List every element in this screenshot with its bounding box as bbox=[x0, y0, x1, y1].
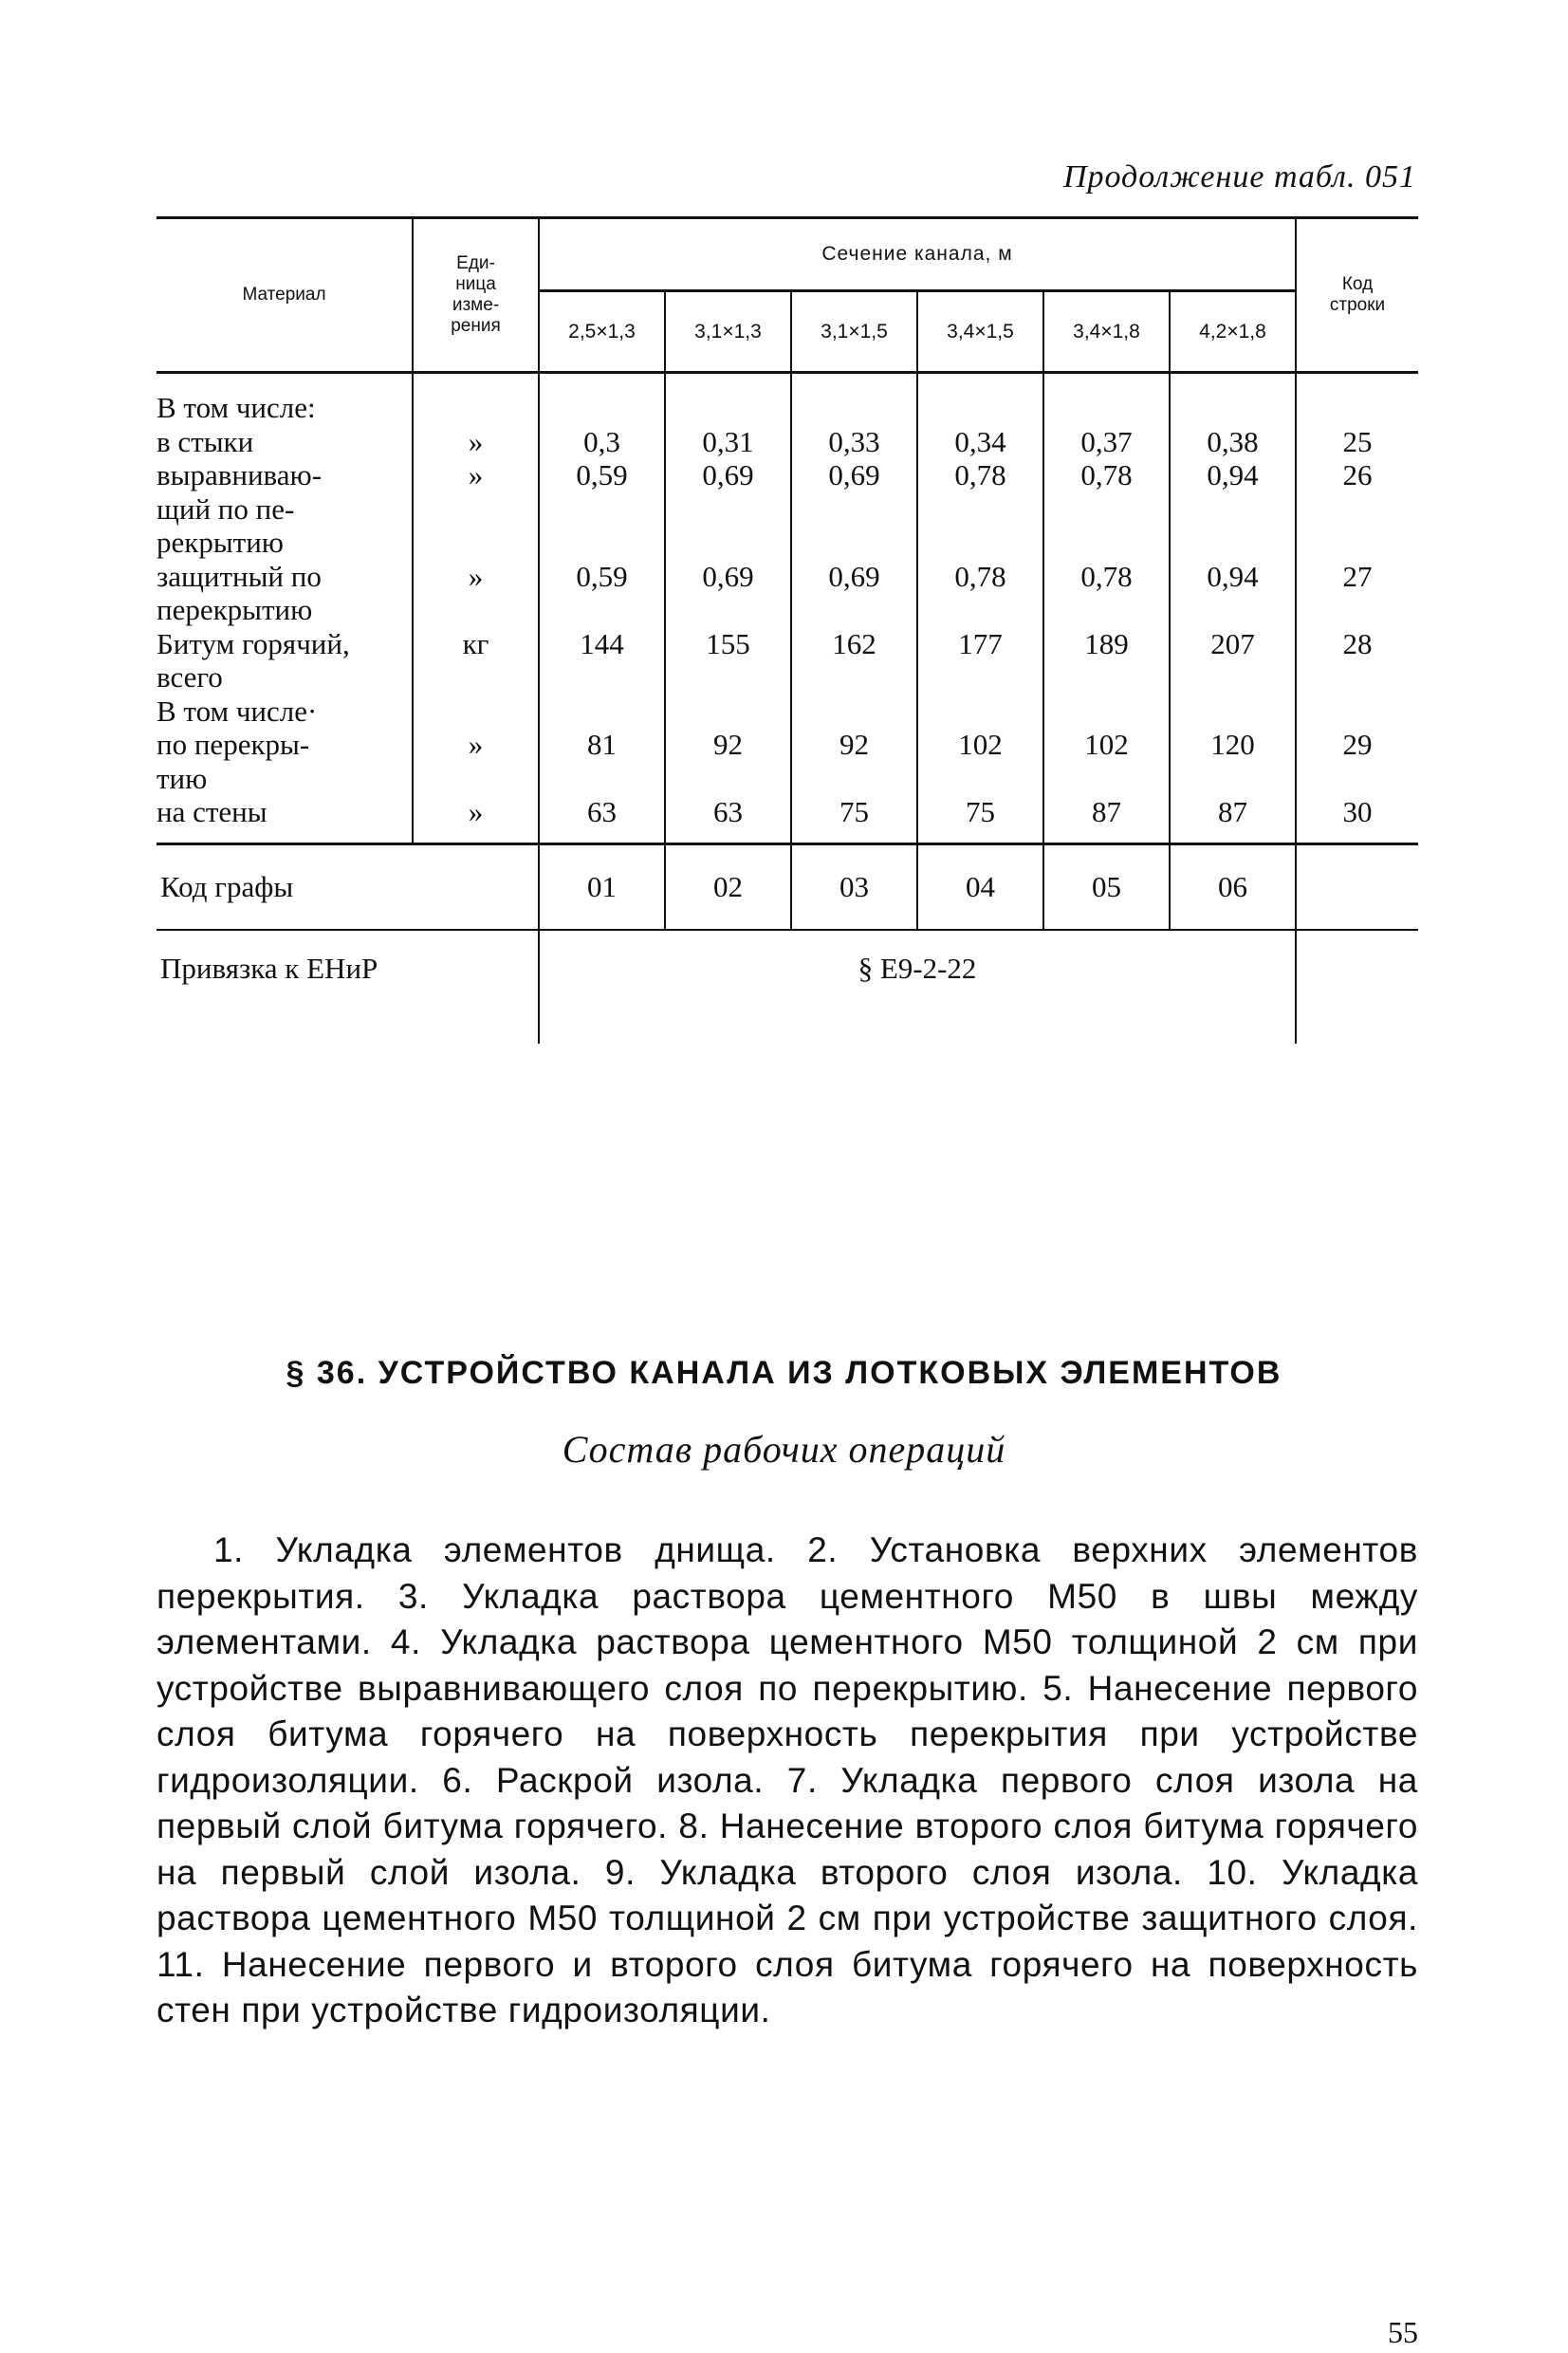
value-cell: 0,33 bbox=[828, 424, 880, 458]
operations-paragraph: 1. Укладка элементов днища. 2. Установка верхних элементов перекрытия. 3. Укладка раствора цементного М50 в швы между элементами. 4. Укладка раствора цементного М50 толщиной 2 см при устройстве выравнивающего слоя по перекрытию. 5. Нанесение первого слоя битума горячего на поверхность перекрытия при устройстве гидроизоляции. 6. Раскрой изола. 7. Укладка первого слоя изола на первый слой битума горячего. 8. Нанесение второго слоя битума горячего на первый слой изола. 9. Укладка второго слоя изола. 10. Укладка раствора цементного М50 толщиной 2 см при устройстве защитного слоя. 11. Нанесение первого и второго слоя битума горячего на поверхность стен при устройстве гидроизоляции. bbox=[157, 1530, 1418, 2029]
unit-cell: кг bbox=[462, 626, 489, 660]
value-cell bbox=[918, 492, 1042, 527]
value-cell: 0,59 bbox=[576, 458, 628, 491]
value-cell bbox=[1171, 762, 1295, 796]
value-column-2 bbox=[665, 373, 791, 844]
value-cell bbox=[666, 660, 790, 695]
value-cell bbox=[666, 391, 790, 425]
value-cell: 162 bbox=[832, 626, 876, 660]
value-cell bbox=[1044, 660, 1169, 695]
value-cell bbox=[918, 695, 1042, 729]
value-cell: 189 bbox=[1084, 626, 1129, 660]
unit-cell: » bbox=[468, 728, 484, 761]
value-cell: 75 bbox=[839, 795, 869, 828]
value-cell bbox=[792, 492, 916, 527]
header-size-4: 3,4×1,5 bbox=[917, 291, 1043, 373]
value-cell bbox=[540, 762, 664, 796]
row-code-cell bbox=[1297, 526, 1418, 560]
value-cell bbox=[918, 593, 1042, 627]
row-code-cell: 26 bbox=[1342, 458, 1373, 491]
value-cell bbox=[792, 593, 916, 627]
value-cell bbox=[1044, 492, 1169, 527]
material-line: В том числе· bbox=[157, 694, 318, 728]
row-code-cell bbox=[1297, 695, 1418, 729]
header-size-2: 3,1×1,3 bbox=[665, 291, 791, 373]
value-cell: 0,59 bbox=[576, 559, 628, 593]
value-cell bbox=[540, 391, 664, 425]
value-cell: 0,94 bbox=[1207, 559, 1259, 593]
header-material bbox=[157, 218, 413, 373]
row-code-cell bbox=[1297, 593, 1418, 627]
value-cell bbox=[1171, 391, 1295, 425]
column-code-row bbox=[157, 843, 1418, 930]
header-code-text: Код строки bbox=[1329, 274, 1386, 315]
value-cell bbox=[666, 492, 790, 527]
value-cell: 0,78 bbox=[954, 559, 1006, 593]
value-cell bbox=[540, 660, 664, 695]
material-line: в стыки bbox=[157, 424, 254, 458]
header-code bbox=[1296, 218, 1418, 373]
material-line: всего bbox=[157, 660, 223, 694]
row-code-cell: 30 bbox=[1342, 795, 1373, 828]
material-line: рекрытию bbox=[157, 526, 284, 559]
material-lines bbox=[157, 391, 412, 829]
header-size-1: 2,5×1,3 bbox=[539, 291, 665, 373]
value-cell bbox=[1171, 695, 1295, 729]
column-code-cell: 01 bbox=[539, 843, 665, 930]
value-cell: 63 bbox=[713, 795, 743, 828]
value-cell: 0,3 bbox=[583, 424, 620, 458]
value-cell: 0,69 bbox=[702, 458, 754, 491]
value-cell: 0,69 bbox=[828, 458, 880, 491]
value-cell bbox=[1171, 492, 1295, 527]
value-cell bbox=[792, 695, 916, 729]
value-cell: 87 bbox=[1218, 795, 1247, 828]
value-cell: 207 bbox=[1210, 626, 1255, 660]
value-cell bbox=[792, 762, 916, 796]
row-code-cell: 28 bbox=[1342, 626, 1373, 660]
header-unit-text: Еди- ница изме- рения bbox=[451, 253, 501, 336]
unit-cell bbox=[414, 492, 538, 527]
enir-row bbox=[157, 930, 1418, 1044]
value-column-1 bbox=[539, 373, 665, 844]
value-cell: 0,37 bbox=[1080, 424, 1133, 458]
value-cell bbox=[540, 695, 664, 729]
section-title: § 36. УСТРОЙСТВО КАНАЛА ИЗ ЛОТКОВЫХ ЭЛЕМЕНТОВ bbox=[286, 1355, 1282, 1391]
value-column-4 bbox=[917, 373, 1043, 844]
unit-cell: » bbox=[468, 458, 484, 491]
value-cell bbox=[666, 762, 790, 796]
header-section bbox=[539, 218, 1296, 291]
row-code-cell bbox=[1297, 762, 1418, 796]
value-cell bbox=[1171, 593, 1295, 627]
value-cell bbox=[540, 492, 664, 527]
row-code-cell bbox=[1297, 660, 1418, 695]
value-cell bbox=[1171, 660, 1295, 695]
unit-cell bbox=[414, 762, 538, 796]
value-cell: 0,69 bbox=[828, 559, 880, 593]
material-line: защитный по bbox=[157, 559, 322, 593]
value-cell: 0,78 bbox=[1080, 559, 1133, 593]
value-cell: 81 bbox=[587, 728, 617, 761]
value-cell bbox=[666, 593, 790, 627]
table-continuation-caption: Продолжение табл. 051 bbox=[1062, 159, 1416, 195]
material-column bbox=[157, 373, 413, 844]
value-cell: 92 bbox=[713, 728, 743, 761]
value-cell bbox=[540, 526, 664, 560]
value-cell: 0,38 bbox=[1207, 424, 1259, 458]
value-cell: 0,94 bbox=[1207, 458, 1259, 491]
material-line: перекрытию bbox=[157, 593, 313, 626]
section-subtitle: Состав рабочих операций bbox=[562, 1428, 1006, 1471]
value-cell: 92 bbox=[839, 728, 869, 761]
value-cell bbox=[918, 660, 1042, 695]
value-cell bbox=[792, 660, 916, 695]
column-code-cell: 05 bbox=[1043, 843, 1170, 930]
material-line: щий по пе- bbox=[157, 491, 295, 526]
value-cell bbox=[792, 526, 916, 560]
column-code-cell: 03 bbox=[791, 843, 917, 930]
value-cell bbox=[792, 391, 916, 425]
header-size-5: 3,4×1,8 bbox=[1043, 291, 1170, 373]
material-line: на стены bbox=[157, 795, 267, 828]
row-code-cell: 29 bbox=[1342, 728, 1373, 761]
unit-column bbox=[413, 373, 539, 844]
header-section-text: Сечение канала, м bbox=[821, 243, 1013, 265]
header-unit bbox=[413, 218, 539, 373]
value-cell: 177 bbox=[958, 626, 1003, 660]
row-code-cell: 27 bbox=[1342, 559, 1373, 593]
column-code-cell: 06 bbox=[1170, 843, 1296, 930]
value-cell: 102 bbox=[1084, 728, 1129, 761]
value-cell: 120 bbox=[1210, 728, 1255, 761]
norm-table bbox=[157, 216, 1418, 1044]
unit-cell bbox=[414, 695, 538, 729]
value-cell bbox=[540, 593, 664, 627]
empty-cell bbox=[1296, 843, 1418, 930]
value-cell bbox=[1171, 526, 1295, 560]
value-cell: 155 bbox=[706, 626, 750, 660]
material-line: по перекры- bbox=[157, 728, 310, 761]
value-column-6 bbox=[1170, 373, 1296, 844]
enir-label: Привязка к ЕНиР bbox=[157, 930, 539, 1044]
value-cell: 0,69 bbox=[702, 559, 754, 593]
value-cell bbox=[1044, 526, 1169, 560]
column-code-cell: 02 bbox=[665, 843, 791, 930]
value-cell: 63 bbox=[587, 795, 617, 828]
material-line: Битум горячий, bbox=[157, 626, 350, 660]
value-cell bbox=[918, 526, 1042, 560]
material-line: выравниваю- bbox=[157, 458, 323, 491]
material-line: тию bbox=[157, 761, 208, 795]
value-cell bbox=[918, 391, 1042, 425]
page-number: 55 bbox=[1388, 2315, 1418, 2349]
column-code-label: Код графы bbox=[157, 843, 539, 930]
column-code-cell: 04 bbox=[917, 843, 1043, 930]
value-cell: 0,31 bbox=[702, 424, 754, 458]
value-cell: 102 bbox=[958, 728, 1003, 761]
empty-cell bbox=[1296, 930, 1418, 1044]
value-cell bbox=[1044, 695, 1169, 729]
value-cell bbox=[1044, 762, 1169, 796]
header-size-6: 4,2×1,8 bbox=[1170, 291, 1296, 373]
value-cell: 87 bbox=[1092, 795, 1121, 828]
value-column-3 bbox=[791, 373, 917, 844]
value-cell: 0,78 bbox=[954, 458, 1006, 491]
value-cell: 144 bbox=[580, 626, 624, 660]
header-size-3: 3,1×1,5 bbox=[791, 291, 917, 373]
unit-cell bbox=[414, 391, 538, 425]
row-code-column bbox=[1296, 373, 1418, 844]
value-cell: 0,34 bbox=[954, 424, 1006, 458]
value-cell bbox=[666, 695, 790, 729]
value-cell: 0,78 bbox=[1080, 458, 1133, 491]
value-cell bbox=[918, 762, 1042, 796]
unit-cell: » bbox=[468, 559, 484, 593]
row-code-cell bbox=[1297, 492, 1418, 527]
row-code-cell bbox=[1297, 391, 1418, 425]
unit-cell: » bbox=[468, 424, 484, 458]
unit-cell bbox=[414, 660, 538, 695]
material-line: В том числе: bbox=[157, 391, 316, 424]
enir-value: § Е9-2-22 bbox=[539, 930, 1296, 1044]
value-cell bbox=[666, 526, 790, 560]
value-cell bbox=[1044, 593, 1169, 627]
unit-cell: » bbox=[468, 795, 484, 828]
header-material-text: Материал bbox=[242, 285, 326, 305]
value-column-5 bbox=[1043, 373, 1170, 844]
unit-cell bbox=[414, 593, 538, 627]
unit-cell bbox=[414, 526, 538, 560]
value-cell bbox=[1044, 391, 1169, 425]
value-cell: 75 bbox=[966, 795, 995, 828]
row-code-cell: 25 bbox=[1342, 424, 1373, 458]
